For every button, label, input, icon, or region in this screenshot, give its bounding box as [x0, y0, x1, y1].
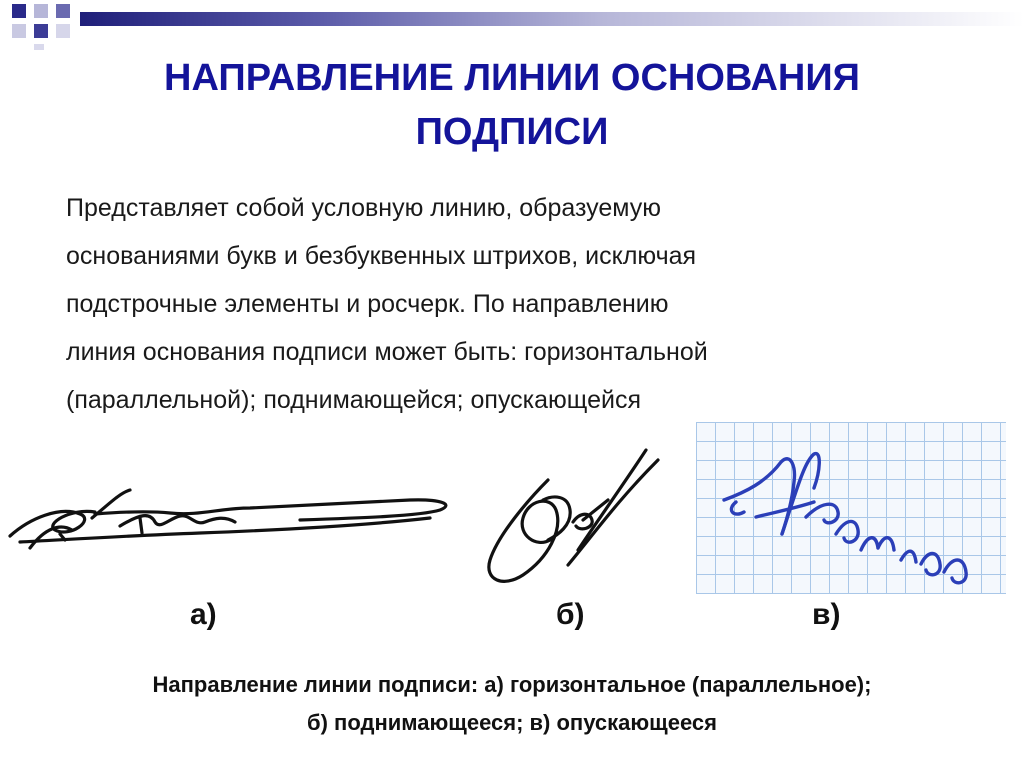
signature-horizontal-image [0, 478, 460, 568]
figure-caption [0, 666, 1024, 742]
deco-square [56, 4, 70, 18]
label-b: б) [556, 598, 585, 631]
description-line: (параллельной); поднимающейся; опускающейся [66, 386, 641, 414]
description-text [66, 184, 966, 424]
label-a: а) [190, 598, 217, 631]
signature-descending-image [696, 422, 1006, 594]
caption-line: б) поднимающееся; в) опускающееся [307, 710, 717, 735]
deco-square [12, 4, 26, 18]
deco-square [56, 24, 70, 38]
deco-square [34, 24, 48, 38]
deco-square [34, 4, 48, 18]
label-c: в) [812, 598, 841, 631]
description-line: Представляет собой условную линию, образуемую [66, 194, 662, 222]
slide-title-line1: НАПРАВЛЕНИЕ ЛИНИИ ОСНОВАНИЯ [164, 57, 860, 99]
description-line: линия основания подписи может быть: горизонтальной [66, 338, 708, 366]
caption-line: Направление линии подписи: а) горизонтальное (параллельное); [152, 672, 872, 697]
slide-title-line2: ПОДПИСИ [415, 111, 609, 153]
description-line: основаниями букв и безбуквенных штрихов, исключая [66, 242, 697, 270]
header-decoration [0, 0, 1024, 50]
deco-square [34, 44, 44, 50]
deco-square [12, 24, 26, 38]
header-gradient-bar [80, 12, 1024, 26]
description-line: подстрочные элементы и росчерк. По направлению [66, 290, 669, 318]
signature-rising-image [468, 440, 668, 600]
